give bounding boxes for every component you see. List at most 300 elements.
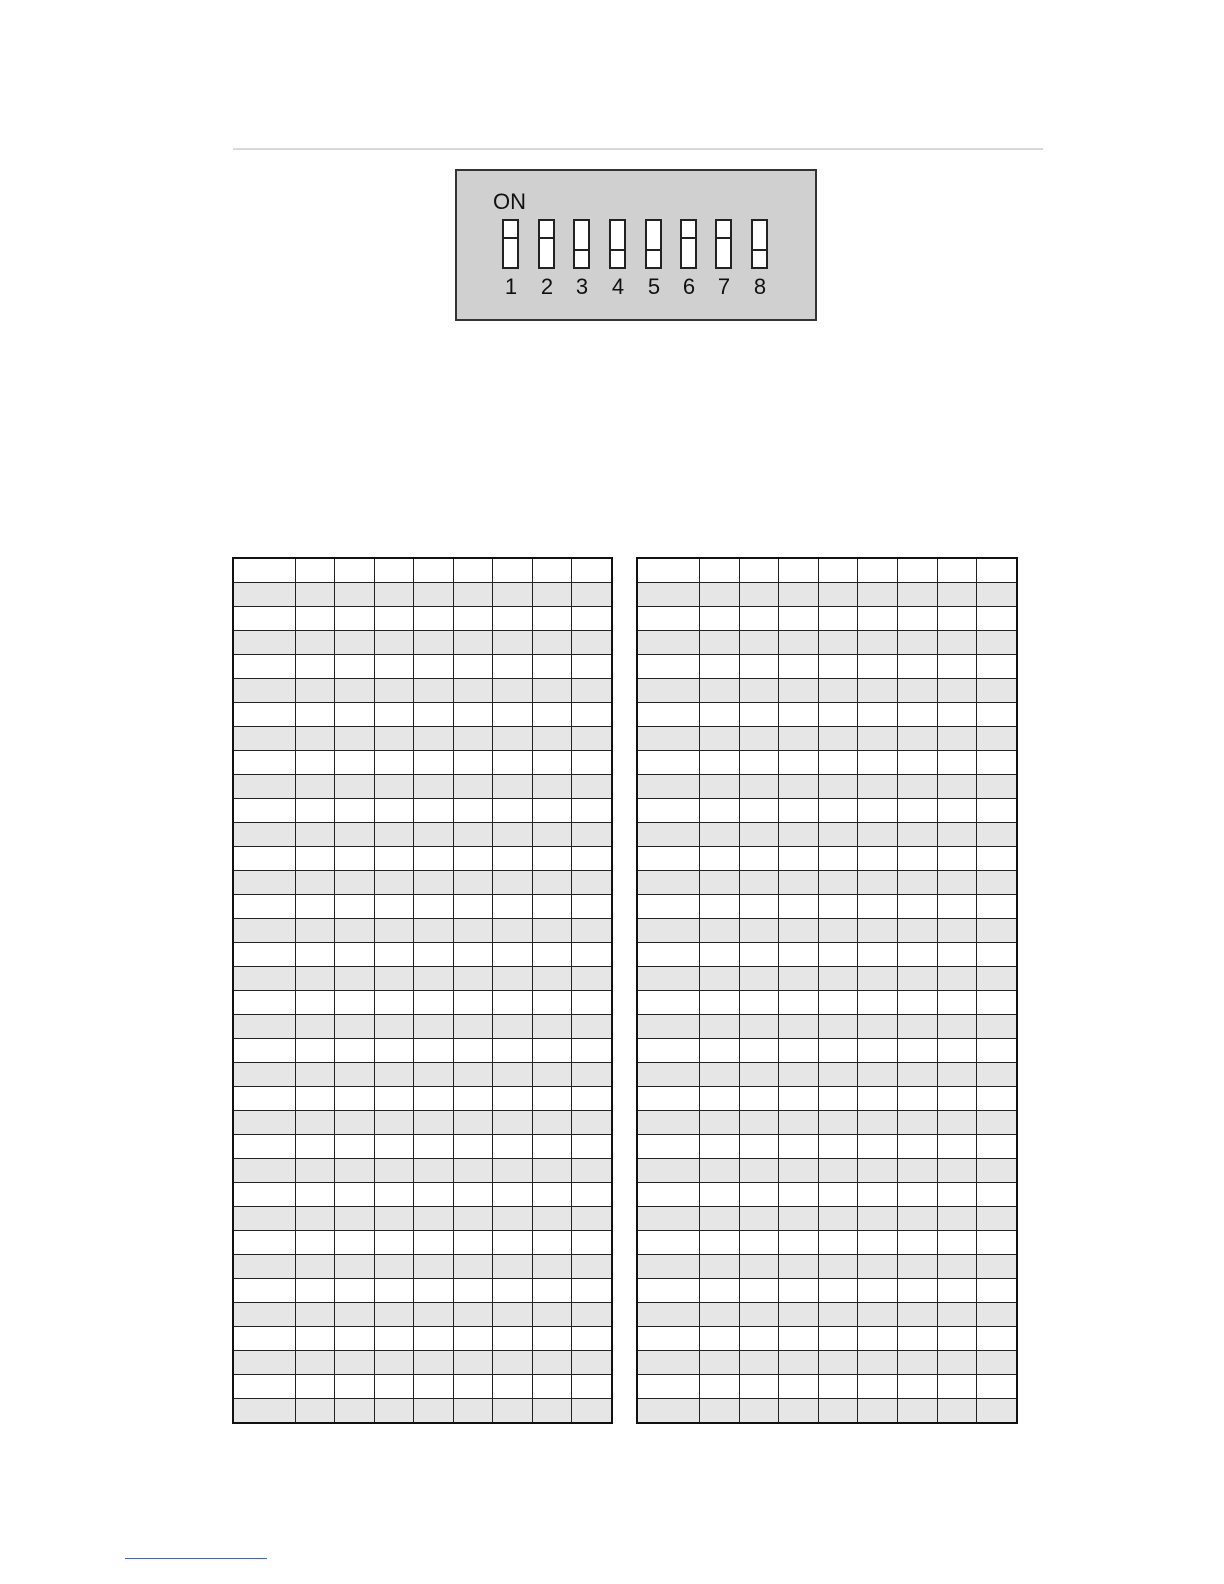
table-cell xyxy=(699,1303,739,1327)
table-cell xyxy=(977,823,1017,847)
table-cell xyxy=(532,1351,572,1375)
table-cell xyxy=(818,1207,858,1231)
table-cell xyxy=(937,775,977,799)
table-cell xyxy=(414,823,454,847)
table-cell xyxy=(493,727,533,751)
table-cell xyxy=(858,1375,898,1399)
table-cell xyxy=(572,1087,612,1111)
table-cell xyxy=(295,1231,335,1255)
switch-knob xyxy=(573,249,590,269)
table-cell xyxy=(335,655,375,679)
table-cell xyxy=(453,631,493,655)
table-cell xyxy=(374,1231,414,1255)
table-cell xyxy=(858,1063,898,1087)
table-cell xyxy=(453,991,493,1015)
table-cell xyxy=(374,1183,414,1207)
switch-knob xyxy=(715,219,732,239)
table-cell xyxy=(739,703,779,727)
table-cell xyxy=(937,1351,977,1375)
table-cell xyxy=(414,1087,454,1111)
table-cell xyxy=(493,871,533,895)
table-cell xyxy=(818,727,858,751)
table-row xyxy=(233,1327,612,1351)
table-cell xyxy=(532,655,572,679)
table-cell xyxy=(739,1303,779,1327)
table-cell xyxy=(335,895,375,919)
table-cell xyxy=(335,583,375,607)
table-row xyxy=(637,1159,1017,1183)
table-cell xyxy=(295,655,335,679)
table-cell xyxy=(295,631,335,655)
table-cell xyxy=(374,1279,414,1303)
table-cell xyxy=(374,823,414,847)
table-cell xyxy=(779,1039,819,1063)
table-row xyxy=(637,1255,1017,1279)
table-row xyxy=(637,1015,1017,1039)
table-cell xyxy=(453,1255,493,1279)
table-cell xyxy=(572,1399,612,1424)
table-cell xyxy=(493,679,533,703)
table-cell xyxy=(779,1183,819,1207)
table-cell xyxy=(233,775,295,799)
table-cell xyxy=(233,1303,295,1327)
table-cell xyxy=(335,1399,375,1424)
table-cell xyxy=(937,799,977,823)
table-cell xyxy=(858,943,898,967)
table-cell xyxy=(374,583,414,607)
table-cell xyxy=(453,1039,493,1063)
table-cell xyxy=(335,991,375,1015)
table-cell xyxy=(532,991,572,1015)
table-cell xyxy=(937,1399,977,1424)
table-cell xyxy=(335,871,375,895)
table-cell xyxy=(453,895,493,919)
switch-number-7: 7 xyxy=(717,274,731,299)
table-cell xyxy=(414,1255,454,1279)
table-cell xyxy=(739,607,779,631)
table-cell xyxy=(858,991,898,1015)
table-cell xyxy=(414,1351,454,1375)
table-cell xyxy=(493,775,533,799)
table-cell xyxy=(295,1111,335,1135)
table-cell xyxy=(637,1279,699,1303)
table-cell xyxy=(898,558,938,583)
table-cell xyxy=(453,558,493,583)
table-cell xyxy=(977,1183,1017,1207)
table-cell xyxy=(739,1015,779,1039)
table-cell xyxy=(937,1087,977,1111)
table-cell xyxy=(898,919,938,943)
table-cell xyxy=(937,679,977,703)
table-cell xyxy=(898,1087,938,1111)
table-cell xyxy=(453,607,493,631)
table-cell xyxy=(532,631,572,655)
table-cell xyxy=(779,1255,819,1279)
table-cell xyxy=(335,1375,375,1399)
table-row xyxy=(637,943,1017,967)
table-cell xyxy=(699,1279,739,1303)
table-cell xyxy=(414,1327,454,1351)
table-cell xyxy=(898,607,938,631)
table-cell xyxy=(572,1375,612,1399)
table-cell xyxy=(739,751,779,775)
table-row xyxy=(233,1351,612,1375)
table-cell xyxy=(572,1039,612,1063)
table-row xyxy=(637,919,1017,943)
table-cell xyxy=(374,1351,414,1375)
table-cell xyxy=(739,823,779,847)
table-cell xyxy=(699,1327,739,1351)
table-cell xyxy=(453,1351,493,1375)
table-row xyxy=(637,727,1017,751)
table-cell xyxy=(858,751,898,775)
table-cell xyxy=(637,1231,699,1255)
table-cell xyxy=(977,703,1017,727)
table-cell xyxy=(898,991,938,1015)
table-cell xyxy=(493,1159,533,1183)
table-cell xyxy=(572,607,612,631)
switch-knob xyxy=(680,219,697,239)
table-cell xyxy=(493,823,533,847)
table-cell xyxy=(739,967,779,991)
table-cell xyxy=(295,1399,335,1424)
table-cell xyxy=(295,799,335,823)
table-cell xyxy=(374,679,414,703)
table-cell xyxy=(493,1087,533,1111)
table-cell xyxy=(572,919,612,943)
table-cell xyxy=(532,1039,572,1063)
table-cell xyxy=(453,847,493,871)
table-cell xyxy=(779,919,819,943)
table-cell xyxy=(532,1159,572,1183)
table-cell xyxy=(699,943,739,967)
table-row xyxy=(637,1351,1017,1375)
table-cell xyxy=(572,751,612,775)
table-cell xyxy=(335,679,375,703)
table-cell xyxy=(898,799,938,823)
table-cell xyxy=(898,1303,938,1327)
switch-knob xyxy=(751,249,768,269)
table-cell xyxy=(295,583,335,607)
table-cell xyxy=(295,1087,335,1111)
switch-knob xyxy=(538,219,555,239)
table-cell xyxy=(937,1039,977,1063)
table-cell xyxy=(532,583,572,607)
table-cell xyxy=(937,607,977,631)
table-cell xyxy=(858,1015,898,1039)
table-cell xyxy=(977,895,1017,919)
table-cell xyxy=(453,655,493,679)
table-cell xyxy=(414,1039,454,1063)
dip-switch-1 xyxy=(502,219,519,269)
table-cell xyxy=(898,751,938,775)
table-cell xyxy=(572,679,612,703)
table-cell xyxy=(818,1111,858,1135)
table-cell xyxy=(453,1303,493,1327)
table-cell xyxy=(977,631,1017,655)
table-cell xyxy=(295,679,335,703)
table-cell xyxy=(295,1303,335,1327)
table-cell xyxy=(453,1207,493,1231)
table-cell xyxy=(637,1111,699,1135)
table-cell xyxy=(637,727,699,751)
table-row xyxy=(233,1255,612,1279)
table-cell xyxy=(739,679,779,703)
table-cell xyxy=(977,1159,1017,1183)
table-cell xyxy=(233,1207,295,1231)
table-cell xyxy=(532,1399,572,1424)
table-cell xyxy=(637,558,699,583)
table-cell xyxy=(858,1303,898,1327)
table-cell xyxy=(335,607,375,631)
table-cell xyxy=(779,1015,819,1039)
table-cell xyxy=(233,799,295,823)
table-row xyxy=(637,703,1017,727)
table-cell xyxy=(453,1135,493,1159)
table-cell xyxy=(233,1327,295,1351)
table-cell xyxy=(779,583,819,607)
table-cell xyxy=(699,1375,739,1399)
table-cell xyxy=(779,1351,819,1375)
table-cell xyxy=(699,1087,739,1111)
table-cell xyxy=(779,1111,819,1135)
table-cell xyxy=(779,823,819,847)
table-cell xyxy=(898,967,938,991)
table-cell xyxy=(414,895,454,919)
table-cell xyxy=(335,727,375,751)
table-cell xyxy=(699,1255,739,1279)
table-cell xyxy=(739,799,779,823)
table-cell xyxy=(233,631,295,655)
table-cell xyxy=(779,1279,819,1303)
switch-number-8: 8 xyxy=(753,274,767,299)
table-row xyxy=(233,1303,612,1327)
table-cell xyxy=(779,775,819,799)
table-cell xyxy=(699,583,739,607)
table-row xyxy=(637,1303,1017,1327)
table-cell xyxy=(335,1063,375,1087)
table-cell xyxy=(977,1135,1017,1159)
table-cell xyxy=(295,607,335,631)
table-cell xyxy=(699,1159,739,1183)
table-cell xyxy=(858,727,898,751)
table-cell xyxy=(414,631,454,655)
table-cell xyxy=(414,1159,454,1183)
dip-switch-3 xyxy=(573,219,590,269)
table-cell xyxy=(414,871,454,895)
table-cell xyxy=(493,1207,533,1231)
table-cell xyxy=(898,1183,938,1207)
table-cell xyxy=(233,1375,295,1399)
table-cell xyxy=(977,919,1017,943)
table-cell xyxy=(493,1327,533,1351)
table-cell xyxy=(858,703,898,727)
table-cell xyxy=(637,607,699,631)
table-cell xyxy=(493,1039,533,1063)
table-cell xyxy=(414,967,454,991)
table-cell xyxy=(414,1135,454,1159)
table-cell xyxy=(233,895,295,919)
table-cell xyxy=(779,1207,819,1231)
table-cell xyxy=(977,1399,1017,1424)
table-cell xyxy=(898,631,938,655)
table-cell xyxy=(637,655,699,679)
table-cell xyxy=(977,1015,1017,1039)
table-cell xyxy=(818,799,858,823)
table-row xyxy=(637,1039,1017,1063)
table-cell xyxy=(374,1375,414,1399)
table-cell xyxy=(295,847,335,871)
table-row xyxy=(233,1087,612,1111)
table-cell xyxy=(898,1135,938,1159)
table-cell xyxy=(374,1327,414,1351)
table-cell xyxy=(779,1231,819,1255)
table-row xyxy=(637,583,1017,607)
table-cell xyxy=(572,1255,612,1279)
table-cell xyxy=(637,1135,699,1159)
table-cell xyxy=(937,558,977,583)
table-cell xyxy=(233,1063,295,1087)
table-cell xyxy=(779,558,819,583)
table-cell xyxy=(572,967,612,991)
table-cell xyxy=(739,895,779,919)
table-cell xyxy=(572,1231,612,1255)
table-cell xyxy=(779,1159,819,1183)
table-cell xyxy=(739,1135,779,1159)
table-cell xyxy=(335,799,375,823)
table-cell xyxy=(572,1159,612,1183)
table-cell xyxy=(374,1135,414,1159)
table-cell xyxy=(779,895,819,919)
table-cell xyxy=(858,895,898,919)
table-cell xyxy=(898,1255,938,1279)
table-cell xyxy=(937,847,977,871)
table-row xyxy=(233,919,612,943)
table-cell xyxy=(739,558,779,583)
table-cell xyxy=(453,799,493,823)
table-cell xyxy=(335,775,375,799)
table-cell xyxy=(532,1303,572,1327)
table-cell xyxy=(532,1087,572,1111)
table-cell xyxy=(493,703,533,727)
table-cell xyxy=(572,727,612,751)
table-cell xyxy=(374,895,414,919)
table-cell xyxy=(374,967,414,991)
table-cell xyxy=(414,799,454,823)
table-cell xyxy=(532,895,572,919)
table-cell xyxy=(858,1183,898,1207)
table-cell xyxy=(532,558,572,583)
table-cell xyxy=(858,847,898,871)
table-row xyxy=(637,655,1017,679)
table-cell xyxy=(977,583,1017,607)
table-cell xyxy=(937,943,977,967)
table-cell xyxy=(453,919,493,943)
table-cell xyxy=(739,1399,779,1424)
table-cell xyxy=(453,1063,493,1087)
table-cell xyxy=(858,558,898,583)
table-cell xyxy=(898,823,938,847)
table-cell xyxy=(818,775,858,799)
table-cell xyxy=(295,558,335,583)
table-cell xyxy=(572,631,612,655)
table-cell xyxy=(374,727,414,751)
table-cell xyxy=(572,1327,612,1351)
table-cell xyxy=(233,1159,295,1183)
table-cell xyxy=(453,943,493,967)
footnote-divider xyxy=(125,1558,267,1559)
table-cell xyxy=(699,823,739,847)
table-row xyxy=(637,1327,1017,1351)
table-cell xyxy=(453,1087,493,1111)
table-cell xyxy=(699,1039,739,1063)
table-cell xyxy=(858,1351,898,1375)
table-cell xyxy=(637,1255,699,1279)
table-cell xyxy=(779,631,819,655)
table-cell xyxy=(295,703,335,727)
table-cell xyxy=(233,1111,295,1135)
table-cell xyxy=(977,847,1017,871)
table-cell xyxy=(898,1231,938,1255)
table-cell xyxy=(637,1039,699,1063)
table-cell xyxy=(739,919,779,943)
table-cell xyxy=(818,1231,858,1255)
table-cell xyxy=(898,943,938,967)
table-cell xyxy=(453,1279,493,1303)
table-cell xyxy=(532,919,572,943)
table-cell xyxy=(233,1183,295,1207)
table-cell xyxy=(414,1231,454,1255)
table-cell xyxy=(858,823,898,847)
table-cell xyxy=(374,1303,414,1327)
table-cell xyxy=(637,679,699,703)
table-cell xyxy=(374,799,414,823)
table-cell xyxy=(414,1207,454,1231)
table-cell xyxy=(898,1039,938,1063)
table-cell xyxy=(699,727,739,751)
table-cell xyxy=(739,1159,779,1183)
dip-switch-6 xyxy=(680,219,697,269)
table-cell xyxy=(453,727,493,751)
table-cell xyxy=(637,1351,699,1375)
table-cell xyxy=(699,1231,739,1255)
table-cell xyxy=(335,823,375,847)
table-cell xyxy=(532,1279,572,1303)
table-cell xyxy=(532,679,572,703)
table-row xyxy=(637,1207,1017,1231)
table-cell xyxy=(414,919,454,943)
table-cell xyxy=(572,823,612,847)
table-cell xyxy=(937,1111,977,1135)
table-cell xyxy=(572,703,612,727)
table-cell xyxy=(532,1255,572,1279)
table-row xyxy=(637,823,1017,847)
table-cell xyxy=(532,871,572,895)
table-row xyxy=(233,895,612,919)
table-cell xyxy=(818,1135,858,1159)
table-row xyxy=(233,1111,612,1135)
table-cell xyxy=(374,1087,414,1111)
table-cell xyxy=(295,871,335,895)
table-cell xyxy=(532,967,572,991)
table-cell xyxy=(779,967,819,991)
table-cell xyxy=(739,1111,779,1135)
table-row xyxy=(233,558,612,583)
table-row xyxy=(233,871,612,895)
table-row xyxy=(637,1111,1017,1135)
table-cell xyxy=(572,558,612,583)
table-cell xyxy=(335,558,375,583)
